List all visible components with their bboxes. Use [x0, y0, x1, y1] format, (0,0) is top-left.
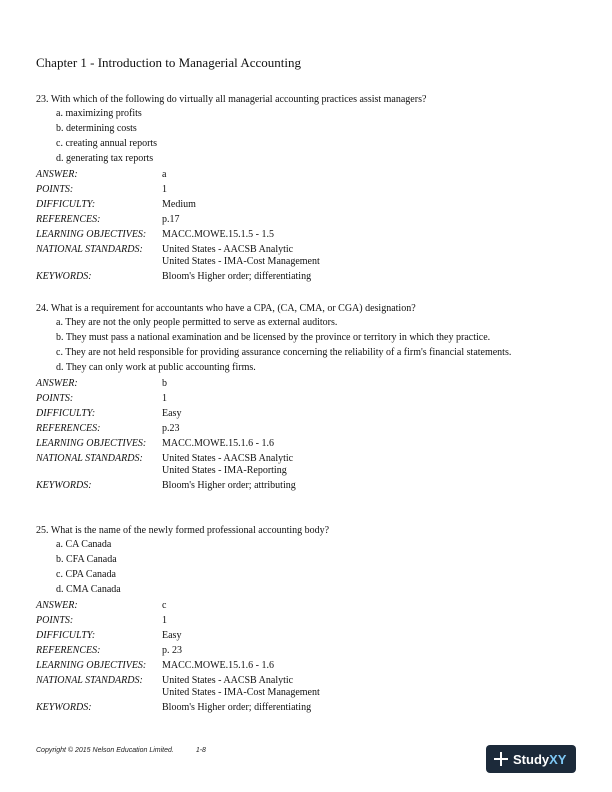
- standards-value: [162, 244, 581, 268]
- difficulty-value: Easy: [162, 630, 182, 641]
- keywords-label: KEYWORDS:: [36, 702, 92, 713]
- standards-row: [36, 673, 581, 700]
- brand-xy-text: XY: [549, 751, 567, 767]
- difficulty-label: DIFFICULTY:: [36, 408, 96, 419]
- option-b: b. They must pass a national examination and be licensed by the province or territory in which they practice.: [56, 332, 491, 344]
- answer-label: ANSWER:: [36, 600, 78, 611]
- references-value: p.23: [162, 423, 180, 434]
- question-text: 23. With which of the following do virtually all managerial accounting practices assist managers?: [36, 94, 427, 105]
- answer-label: ANSWER:: [36, 378, 78, 389]
- standards-value: [162, 675, 581, 699]
- references-label: REFERENCES:: [36, 423, 101, 434]
- option-c: c. creating annual reports: [56, 138, 158, 150]
- answer-row: [36, 598, 581, 613]
- standards-row: [36, 242, 581, 269]
- page-number: 1-8: [195, 747, 206, 754]
- points-label: POINTS:: [36, 615, 74, 626]
- objectives-value: MACC.MOWE.15.1.6 - 1.6: [162, 438, 274, 449]
- references-label: REFERENCES:: [36, 645, 101, 656]
- points-row: [36, 613, 581, 628]
- points-value: 1: [162, 615, 167, 626]
- objectives-label: LEARNING OBJECTIVES:: [36, 229, 147, 240]
- option-d: d. CMA Canada: [56, 584, 121, 596]
- references-label: REFERENCES:: [36, 214, 101, 225]
- answer-options: [56, 107, 581, 167]
- chapter-title: Chapter 1 - Introduction to Managerial Accounting: [36, 55, 301, 70]
- option-d: d. generating tax reports: [56, 153, 154, 165]
- points-label: POINTS:: [36, 393, 74, 404]
- option-c: c. They are not held responsible for providing assurance concerning the reliability of a firm's financial statements.: [56, 347, 512, 359]
- answer-options: [56, 538, 581, 598]
- references-row: [36, 421, 581, 436]
- option-a: a. maximizing profits: [56, 108, 142, 120]
- question-text: 24. What is a requirement for accountants who have a CPA, (CA, CMA, or CGA) designation?: [36, 303, 416, 314]
- references-row: [36, 643, 581, 658]
- standard-item: United States - AACSB Analytic: [162, 452, 294, 464]
- difficulty-label: DIFFICULTY:: [36, 199, 96, 210]
- option-d: d. They can only work at public accounting firms.: [56, 362, 256, 374]
- points-row: [36, 182, 581, 197]
- standards-label: NATIONAL STANDARDS:: [36, 674, 143, 686]
- standard-item: United States - AACSB Analytic: [162, 243, 294, 255]
- standards-row: [36, 451, 581, 478]
- option-a: a. CA Canada: [56, 539, 112, 551]
- points-value: 1: [162, 184, 167, 195]
- references-row: [36, 212, 581, 227]
- objectives-label: LEARNING OBJECTIVES:: [36, 438, 147, 449]
- keywords-label: KEYWORDS:: [36, 480, 92, 491]
- objectives-label: LEARNING OBJECTIVES:: [36, 660, 147, 671]
- answer-row: [36, 376, 581, 391]
- question-text: 25. What is the name of the newly formed professional accounting body?: [36, 525, 330, 536]
- option-b: b. CFA Canada: [56, 554, 117, 566]
- difficulty-row: [36, 628, 581, 643]
- answer-row: [36, 167, 581, 182]
- difficulty-value: Easy: [162, 408, 182, 419]
- objectives-row: [36, 436, 581, 451]
- answer-label: ANSWER:: [36, 169, 78, 180]
- objectives-value: MACC.MOWE.15.1.6 - 1.6: [162, 660, 274, 671]
- standards-label: NATIONAL STANDARDS:: [36, 243, 143, 255]
- keywords-row: [36, 700, 581, 715]
- keywords-row: [36, 269, 581, 284]
- points-label: POINTS:: [36, 184, 74, 195]
- question-24: [36, 301, 581, 493]
- plus-icon: [493, 751, 509, 767]
- references-value: p.17: [162, 214, 180, 225]
- brand-study-text: Study: [513, 751, 550, 767]
- standards-label: NATIONAL STANDARDS:: [36, 452, 143, 464]
- objectives-value: MACC.MOWE.15.1.5 - 1.5: [162, 229, 274, 240]
- difficulty-row: [36, 197, 581, 212]
- answer-value: c: [162, 600, 167, 611]
- references-value: p. 23: [162, 645, 182, 656]
- difficulty-value: Medium: [162, 199, 196, 210]
- keywords-value: Bloom's Higher order; attributing: [162, 480, 296, 491]
- keywords-label: KEYWORDS:: [36, 271, 92, 282]
- keywords-row: [36, 478, 581, 493]
- objectives-row: [36, 658, 581, 673]
- difficulty-row: [36, 406, 581, 421]
- keywords-value: Bloom's Higher order; differentiating: [162, 271, 312, 282]
- points-value: 1: [162, 393, 167, 404]
- option-a: a. They are not the only people permitted to serve as external auditors.: [56, 317, 338, 329]
- answer-options: [56, 316, 581, 376]
- standard-item: United States - IMA-Cost Management: [162, 255, 320, 267]
- option-c: c. CPA Canada: [56, 569, 116, 581]
- keywords-value: Bloom's Higher order; differentiating: [162, 702, 312, 713]
- standard-item: United States - IMA-Reporting: [162, 464, 287, 476]
- objectives-row: [36, 227, 581, 242]
- standard-item: United States - IMA-Cost Management: [162, 686, 320, 698]
- points-row: [36, 391, 581, 406]
- question-23: [36, 92, 581, 284]
- answer-value: a: [162, 169, 167, 180]
- question-25: [36, 523, 581, 715]
- difficulty-label: DIFFICULTY:: [36, 630, 96, 641]
- answer-value: b: [162, 378, 167, 389]
- option-b: b. determining costs: [56, 123, 137, 135]
- studyxy-logo[interactable]: [486, 745, 576, 773]
- standards-value: [162, 453, 581, 477]
- standard-item: United States - AACSB Analytic: [162, 674, 294, 686]
- copyright-text: Copyright © 2015 Nelson Education Limited.: [36, 747, 174, 754]
- page-footer: [36, 747, 206, 754]
